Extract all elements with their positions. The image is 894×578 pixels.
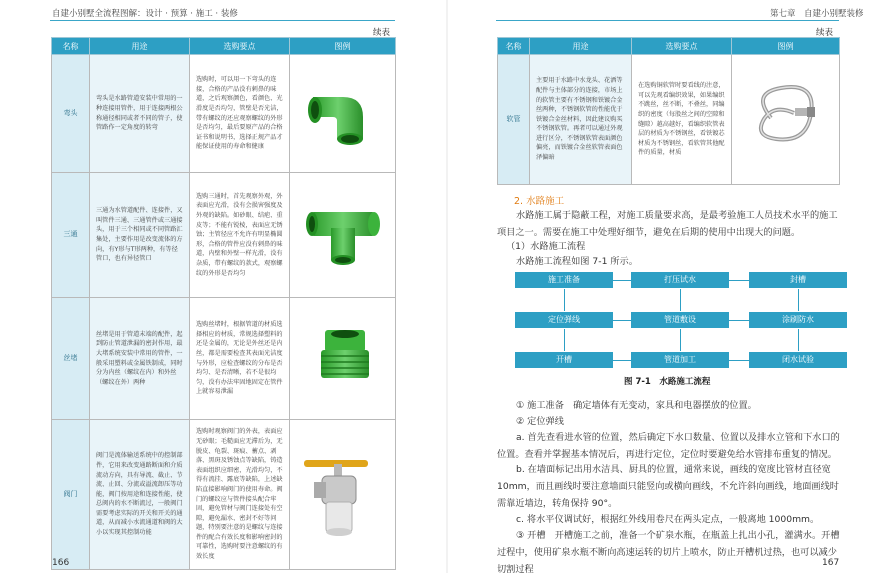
row-select: 选购丝堵时，根据管道的材质选择相应的材质，常规选择塑料的还是金属的，无论是外丝还是内丝，都是需要检查其表面光洁度与外形，应检查螺纹的分布是否均匀、是否清晰，若不是很均匀，没有办法牢固地固定在管件上就容易泄漏 <box>190 298 290 420</box>
elbow-image <box>290 55 396 173</box>
flow-intro: 水路施工流程如图 7-1 所示。 <box>516 256 638 267</box>
header-select: 选购要点 <box>190 38 290 55</box>
header-figure: 图例 <box>732 38 840 55</box>
paragraph-b: b. 在墙面标记出用水洁具、厨具的位置，通常来说，画线的宽度比管材直径宽 10mm，而且画线时要注意墙面只能竖向或横向画线，不允许斜向画线，地面画线时需靠近墙边，转角保持 90°。 <box>497 464 839 509</box>
row-use: 三通为水管道配件、连接件，又叫管件三通、三通管件或三通接头，用于三个相同或不同管路汇集处，主要作用是改变流体的方向，有Y形与T形两种，有等径管口，也有异径管口 <box>90 173 190 298</box>
table-header-row <box>498 38 840 55</box>
subsection-title: （1）水路施工流程 <box>506 241 586 252</box>
header-rule <box>496 20 839 21</box>
page-number: 167 <box>822 558 840 568</box>
row-name: 阀门 <box>52 420 90 570</box>
table-row <box>52 173 396 298</box>
running-head: 第七章 自建小别墅装修 <box>770 9 864 19</box>
intro-paragraph: 水路施工属于隐蔽工程，对施工质量要求高，是最考验施工人员技术水平的施工项目之一。需要在施工中处理好细节，避免在后期的使用中出现大的问题。 <box>497 210 838 238</box>
row-select: 在选购铜软管时要看线的注意，可以先观看编织效果，如果编织不跳丝，丝不断，不叠丝，同编织的密度（每股丝之间的空隙和缝隙）越高越好，看编织软管表层的材质为不锈钢丝，看铁镀芯材质为不锈钢丝，看软管其他配件的质量，材质 <box>632 55 732 185</box>
table-header-row <box>52 38 396 55</box>
row-name: 丝堵 <box>52 298 90 420</box>
continued-label: 续表 <box>373 28 391 38</box>
table-row <box>52 298 396 420</box>
plug-image <box>290 298 396 420</box>
page-number: 166 <box>52 558 70 568</box>
row-name: 弯头 <box>52 55 90 173</box>
flow-step-seal-groove: 封槽 <box>749 272 847 288</box>
hose-table <box>497 37 840 185</box>
left-page <box>0 0 446 573</box>
flow-step-pressure-test: 打压试水 <box>631 272 729 288</box>
table-row <box>498 55 840 185</box>
row-name: 软管 <box>498 55 530 185</box>
header-use: 用途 <box>90 38 190 55</box>
header-rule <box>50 20 395 21</box>
row-use: 阀门是流体输送系统中的控制部件，它用来改变通路断面和介质流动方向，具有导流、截止、节流、止回、分流或溢流卸压等功能，阀门按用途和连接性能，使总阀内的水不断流过，一般阀门需要考虑实际的开关和开关的通道，从而减小水流通道和阀的大小以实现其控制功能 <box>90 420 190 570</box>
paragraph-c: c. 将水平仪调试好，根据红外线用卷尺在两头定点，一般离地 1000mm。 <box>516 514 820 525</box>
header-name: 名称 <box>498 38 530 55</box>
row-use: 主要用于水路中水龙头、花洒等配件与主体部分的连接，市场上的软管主要有不锈钢和铁镀合金丝两种，不锈钢软管的性能优于铁镀合金丝材料，因此建议购买不锈钢软管。再者可以通过外观进行区分，不锈钢软管表面颜色偏亮，而铁镀合金丝软管表面色泽偏暗 <box>530 55 632 185</box>
header-select: 选购要点 <box>632 38 732 55</box>
row-select: 选购时，可以用一下弯头的连接，合格的产品没有刺鼻的味道，之后观察颜色，看颜色、光滑度是否均匀，管壁是否光洁，带有螺纹的还应观察螺纹的外形是否均匀，最后要原产品的合格证书和说明书，选择正规产品才能保证使用的寿命和健康 <box>190 55 290 173</box>
flow-step-waterproofing: 涂刷防水 <box>749 312 847 328</box>
header-name: 名称 <box>52 38 90 55</box>
row-use: 弯头是水路管道安装中常用的一种连接用管件，用于连接两根公称通径相同或者不同的管子，使管路作一定角度的转弯 <box>90 55 190 173</box>
flow-step-pipe-processing: 管道加工 <box>631 352 729 368</box>
flow-step-grooving: 开槽 <box>515 352 613 368</box>
figure-caption: 图 7-1 水路施工流程 <box>624 377 711 387</box>
header-use: 用途 <box>530 38 632 55</box>
table-row <box>52 420 396 570</box>
valve-image <box>290 420 396 570</box>
section-title: 2. 水路施工 <box>514 196 565 207</box>
table-row <box>52 55 396 173</box>
flow-step-marking: 定位弹线 <box>515 312 613 328</box>
flow-step-pipe-laying: 管道敷设 <box>631 312 729 328</box>
row-name: 三通 <box>52 173 90 298</box>
step-prep: ① 施工准备 确定墙体有无变动，家具和电器摆放的位置。 <box>516 400 757 411</box>
flow-step-prep: 施工准备 <box>515 272 613 288</box>
right-page <box>448 0 894 573</box>
hose-image <box>732 55 840 185</box>
row-use: 丝堵是用于管道末端的配件，起到防止管道泄漏的密封作用，最大堵系统安装中常用的管件，一般采用塑料或金属铁制成，同时分为内丝（螺纹在内）和外丝（螺纹在外）两种 <box>90 298 190 420</box>
continued-label: 续表 <box>816 28 834 38</box>
running-head: 自建小别墅全流程图解：设计 · 预算 · 施工 · 装修 <box>52 9 238 19</box>
row-select: 选购三通时，首先观察外观，外表面应光滑，没有会损害强度及外观的缺陷。如砂眼、结疤、重皮等；不能有锐棱，表面应无锈蚀；主管径应不允许有明显椭圆形，合格的管件应没有刺鼻的味道，内壁和外壁一样光滑，没有杂质，带有螺纹的款式，观察螺纹的外形是否均匀 <box>190 173 290 298</box>
paragraph-grooving: ③ 开槽 开槽施工之前，准备一个矿泉水瓶，在瓶盖上扎出小孔，灌满水。开槽过程中，使用矿泉水瓶不断向高速运转的切片上喷水，防止开槽机过热，也可以减少切割过程 <box>497 530 840 575</box>
flow-step-water-closing-test: 闭水试验 <box>749 352 847 368</box>
row-select: 选购时观察阀门的外表，表面应无砂眼；毛糙面应无滞后为，无脱皮、龟裂、斑痕、蓄点、剥落、黑斑及锈蚀点等缺陷，铸造表面组织应细密，光滑均匀，不得有流挂、露底等缺陷，上述缺陷直接影响阀门的使用寿命。阀门的螺纹应与管件接头配合牢固，避免管材与阀门连接处有空隙，避免漏水、密封不好等问题，特别要注意的是螺纹与连接件的配合有效长度和影响密封的可靠性，选购时要注意螺纹的有效长度 <box>190 420 290 570</box>
fittings-table <box>51 37 396 570</box>
tee-image <box>290 173 396 298</box>
step-marking: ② 定位弹线 <box>516 416 564 427</box>
paragraph-a: a. 首先查看进水管的位置，然后确定下水口数量、位置以及排水立管和下水口的位置。查看并掌握基本情况后，再进行定位，定位时要避免给水管排布重复的情况。 <box>497 432 840 460</box>
header-figure: 图例 <box>290 38 396 55</box>
